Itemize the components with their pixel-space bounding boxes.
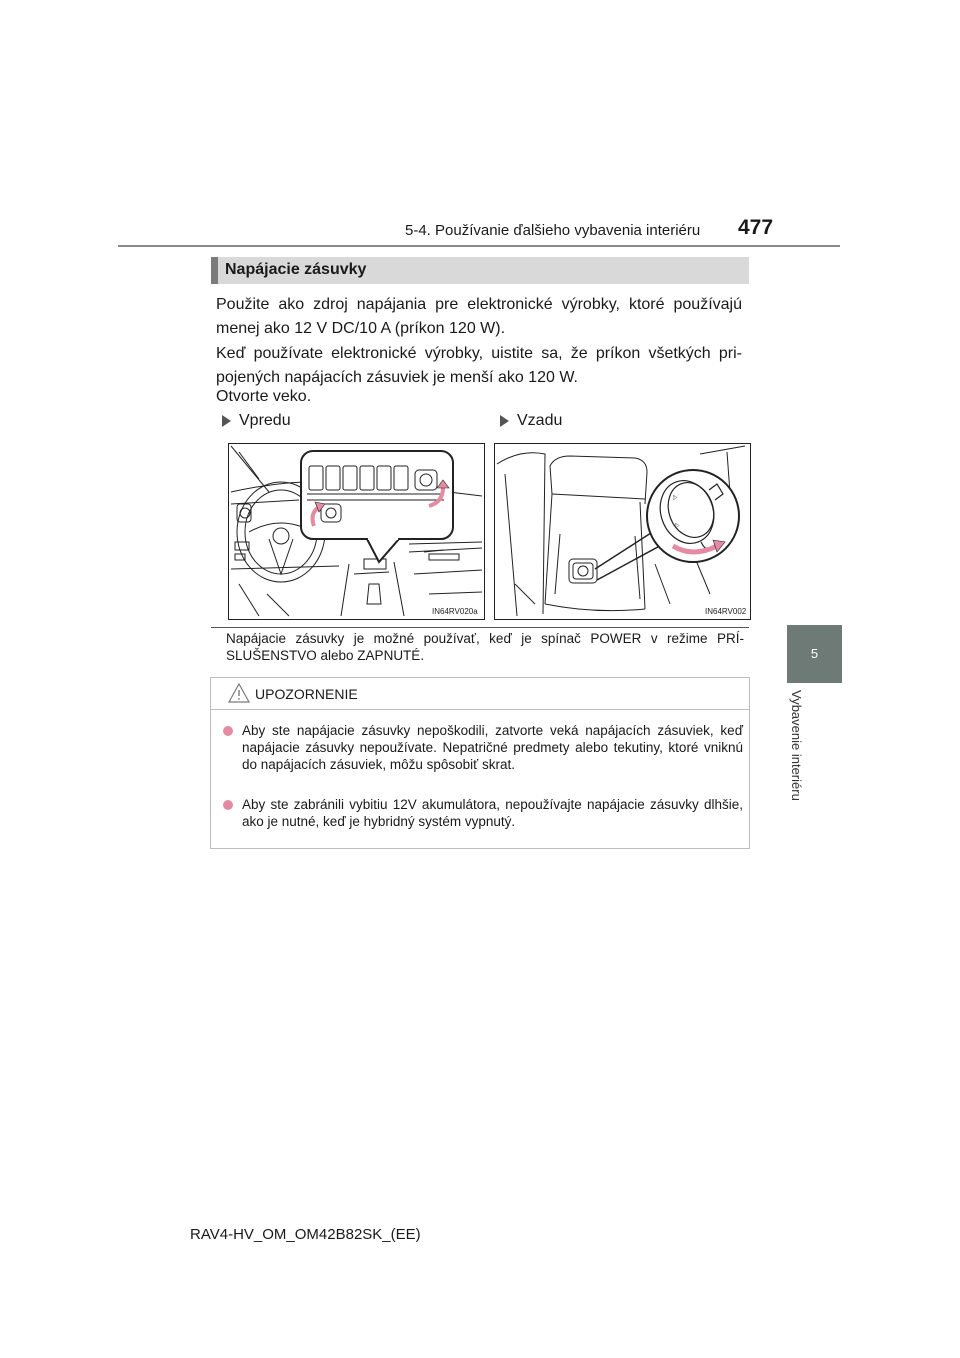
- warning-header-divider: [211, 709, 749, 710]
- chapter-side-label: [790, 690, 802, 880]
- note-divider: [211, 627, 749, 628]
- section-title-bar: [211, 257, 749, 284]
- chapter-tab[interactable]: [787, 625, 842, 683]
- header-divider: [118, 245, 840, 247]
- bullet-dot-icon: [223, 800, 233, 810]
- rear-figure-code: IN64RV002: [705, 607, 747, 616]
- rear-console-drawing: [495, 444, 750, 619]
- chapter-number: 5: [810, 646, 819, 661]
- front-socket-illustration: [228, 443, 485, 620]
- subheading-front: [222, 412, 291, 430]
- rear-socket-illustration: [494, 443, 751, 620]
- front-dashboard-drawing: [229, 444, 484, 619]
- section-title: Napájacie zásuvky: [225, 261, 367, 278]
- warning-item-text: Aby ste napájacie zásuvky nepoškodili, zatvorte veká napájacích zásuviek, keď napájacie zásuvky nepoužívate. Nepatričné predmety alebo tekutiny, ktoré vniknú do napájacích zásuviek, môžu spôsobiť skrat.: [242, 723, 743, 772]
- triangle-bullet-icon: [222, 415, 231, 427]
- chapter-label-text: Vybavenie interiéru: [789, 690, 804, 801]
- subheading-rear-label: Vzadu: [517, 412, 563, 429]
- bullet-dot-icon: [223, 726, 233, 736]
- triangle-bullet-icon: [500, 415, 509, 427]
- warning-box: [210, 677, 750, 849]
- subheading-rear: [500, 412, 562, 430]
- warning-item-text: Aby ste zabránili vybitiu 12V akumulátora, nepoužívajte napájacie zásuvky dlhšie, ako je nutné, keď je hybridný systém vypnutý.: [242, 797, 743, 829]
- note-text: Napájacie zásuvky je možné používať, keď je spínač POWER v režime PRÍ-SLUŠENSTVO alebo ZAPNUTÉ.: [226, 631, 744, 663]
- footer-document-code: RAV4-HV_OM_OM42B82SK_(EE): [190, 1226, 421, 1243]
- subheading-front-label: Vpredu: [239, 412, 291, 429]
- body-paragraph-1: Použite ako zdroj napájania pre elektronické výrobky, ktoré používajú menej ako 12 V DC/10 A (príkon 120 W).: [216, 296, 742, 337]
- header-section-title: 5-4. Používanie ďalšieho vybavenia interiéru: [405, 222, 701, 239]
- socket-lid-embossing-bottom: ⚠: [673, 521, 681, 530]
- front-figure-code: IN64RV020a: [432, 607, 478, 616]
- page-number: 477: [738, 216, 774, 239]
- warning-item: [223, 722, 743, 773]
- warning-triangle-icon: [227, 682, 251, 704]
- body-paragraph-2: Keď používate elektronické výrobky, uistite sa, že príkon všetkých pri-pojených napájacích zásuviek je menší ako 120 W.: [216, 345, 742, 386]
- warning-item: [223, 796, 743, 830]
- body-paragraph-3: Otvorte veko.: [216, 388, 312, 405]
- socket-lid-embossing-top: ⚠: [671, 493, 679, 502]
- warning-title: UPOZORNENIE: [255, 686, 358, 702]
- title-bar-marker: [211, 257, 218, 284]
